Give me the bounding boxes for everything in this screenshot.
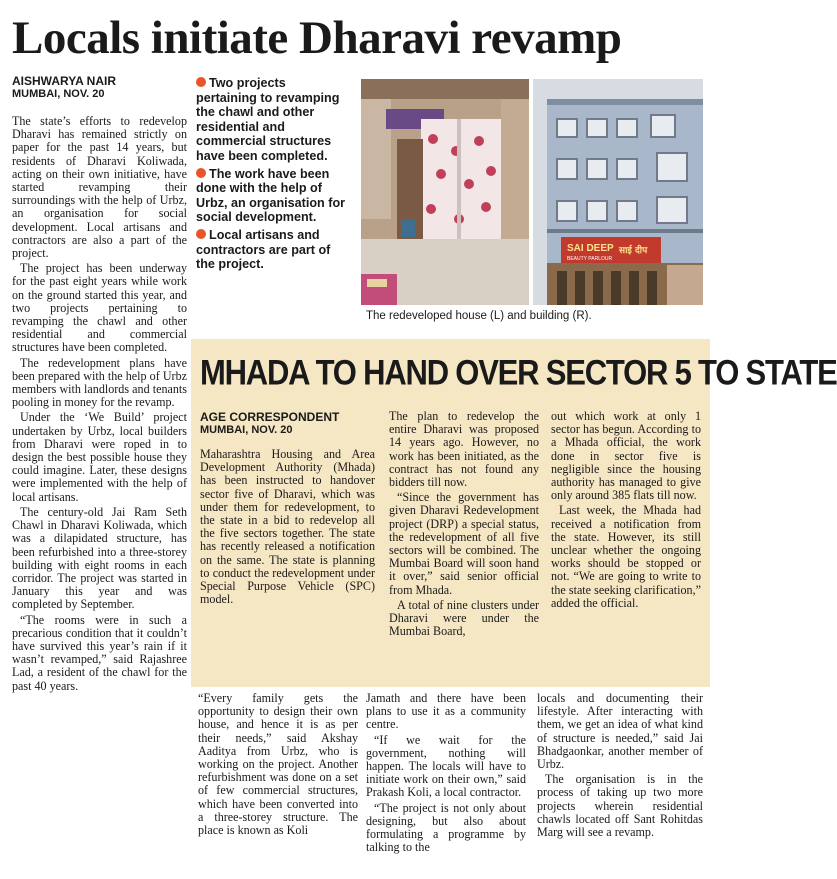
building-photo: [533, 79, 703, 305]
paragraph: The century-old Jai Ram Seth Chawl in Dharavi Koliwada, which was a dilapidated structure, has been refurbished into a three-storey building with eight rooms in each corridor. The project was started in January this year and was completed by September.: [12, 504, 187, 612]
bullet-icon: [196, 168, 206, 178]
sidebar-byline-author: AGE CORRESPONDENT: [200, 410, 340, 424]
article-column-3: [366, 692, 526, 875]
paragraph: “If we wait for the government, nothing will happen. The locals will have to initiate work on their own,” said Prakash Koli, a local contractor.: [366, 732, 526, 800]
photo-caption: The redeveloped house (L) and building (R).: [366, 310, 592, 322]
paragraph: “Every family gets the opportunity to design their own house, and hence it is as per their needs,” said Akshay Aaditya from Urbz, who is working on the project. Another refurbishment was done on a set of few commercial structures, which have been converted into a three-storey structure. The place is known as Koli: [198, 691, 358, 838]
sidebar-column-2: [389, 410, 539, 685]
article-column-1: [12, 115, 187, 875]
paragraph: Maharashtra Housing and Area Development Authority (Mhada) has been instructed to handover sector five of Dharavi, which was under them for redevelopment, to the state in a bid to redevelop all the five sectors together. The state has recently released a notification on the same. The state is planning to conduct the redevelopment under Special Purpose Vehicle (SPC) model.: [200, 447, 375, 607]
paragraph: “Since the government has given Dharavi Redevelopment project (DRP) a special status, the redevelopment of all five sectors will be combined. The Mumbai Board will soon hand it over,” said senior official from Mhada.: [389, 490, 539, 597]
headline: Locals initiate Dharavi revamp: [12, 12, 622, 64]
svg-text:साई दीप: साई दीप: [619, 246, 648, 256]
sidebar-byline: [200, 410, 375, 437]
highlight-item: The work have been done with the help of Urbz, an organisation for social development.: [196, 166, 346, 225]
paragraph: The project has been underway for the past eight years while work on the ground started this year, and two projects pertaining to revamping the chawl and other residential and commercial structures have been completed.: [12, 261, 187, 355]
highlights-box: [196, 76, 346, 275]
bullet-icon: [196, 77, 206, 87]
photo-pair: [361, 79, 703, 305]
paragraph: A total of nine clusters under Dharavi were under the Mumbai Board,: [389, 597, 539, 639]
paragraph: out which work at only 1 sector has begun. According to a Mhada official, the work done in sector five is negligible since the housing authority has managed to give only around 385 flats till now.: [551, 409, 701, 503]
byline-author: AISHWARYA NAIR: [12, 74, 117, 88]
bullet-icon: [196, 229, 206, 239]
sidebar-column-3: [551, 410, 701, 685]
paragraph: The redevelopment plans have been prepared with the help of Urbz members with landlords and tenants pooling in money for the revamp.: [12, 355, 187, 410]
sidebar-title: MHADA TO HAND OVER SECTOR 5 TO STATE: [200, 352, 837, 393]
svg-text:SAI DEEP: SAI DEEP: [567, 243, 614, 254]
paragraph: Last week, the Mhada had received a notification from the state. However, its still unclear whether the ongoing works should be stopped or not. “We are going to write to the state seeking clarification,” added the official.: [551, 503, 701, 610]
article-column-4: [537, 692, 703, 875]
paragraph: Jamath and there have been plans to use it as a community centre.: [366, 691, 526, 732]
house-interior-photo: [361, 79, 529, 305]
sidebar-column-1: [200, 448, 375, 683]
highlight-item: Local artisans and contractors are part of the project.: [196, 227, 331, 272]
paragraph: “The project is not only about designing, but also about formulating a programme by talking to the: [366, 800, 526, 855]
paragraph: The organisation is in the process of taking up two more projects wherein residential chawls located off Sant Rohitdas Marg will see a revamp.: [537, 772, 703, 840]
svg-text:BEAUTY PARLOUR: BEAUTY PARLOUR: [567, 256, 613, 262]
highlight-item: Two projects pertaining to revamping the chawl and other residential and commercial structures have been completed.: [196, 76, 340, 163]
article-column-2: [198, 692, 358, 875]
photo-illustration: [361, 79, 703, 305]
byline-dateline: MUMBAI, NOV. 20: [12, 88, 105, 100]
paragraph: locals and documenting their lifestyle. After interacting with them, we get an idea of what kind of structure is needed,” said Jai Bhadgaonkar, another member of Urbz.: [537, 691, 703, 772]
paragraph: Under the ‘We Build’ project undertaken by Urbz, local builders from Dharavi were roped in to design the best possible house they could imagine. Later, these designs were implemented with the help of local artisans.: [12, 410, 187, 504]
sidebar-byline-dateline: MUMBAI, NOV. 20: [200, 424, 293, 436]
paragraph: The state’s efforts to redevelop Dharavi has remained strictly on paper for the past 14 years, but residents of Dharavi Koliwada, acting on their own initiative, have started revamping their surroundings with the help of Urbz, an organisation for social development. Local artisans and contractors are also a part of the project.: [12, 114, 187, 261]
paragraph: The plan to redevelop the entire Dharavi was proposed 14 years ago. However, no work has been initiated, as the contract has not found any bidders till now.: [389, 409, 539, 490]
byline: [12, 74, 187, 101]
paragraph: “The rooms were in such a precarious condition that it couldn’t have survived this year’s rain if it wasn’t revamped,” said Rajashree Lad, a resident of the chawl for the past 40 years.: [12, 612, 187, 693]
